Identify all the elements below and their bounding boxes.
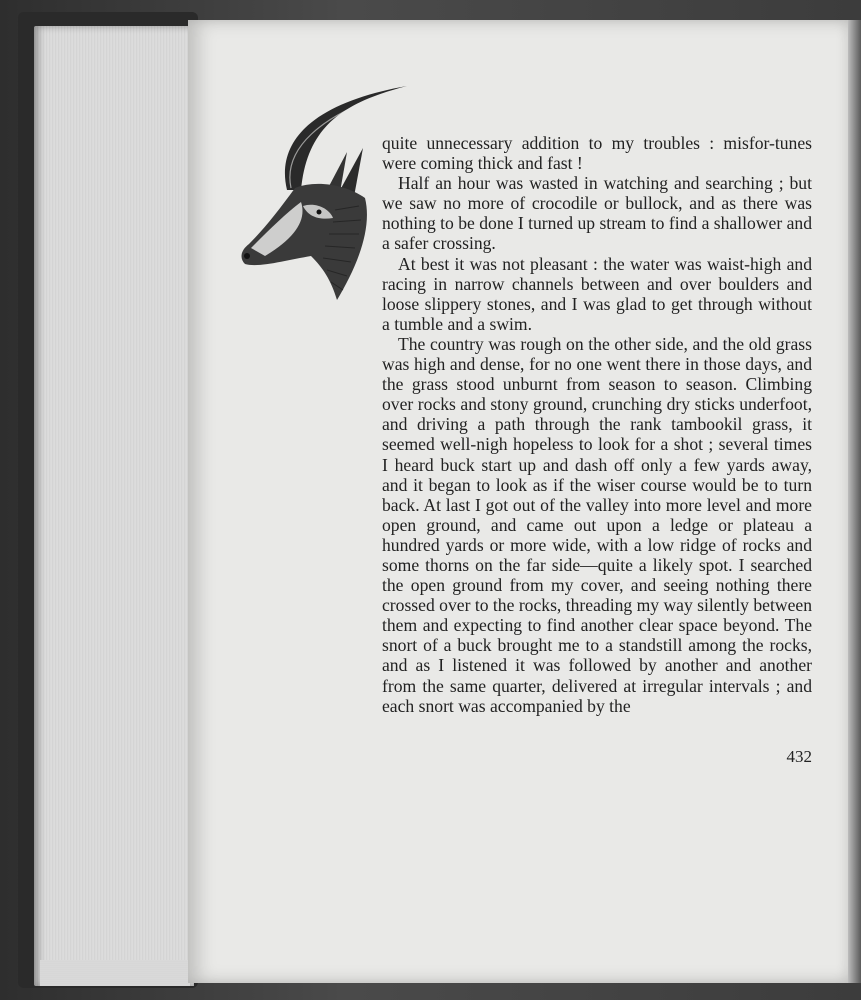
paragraph: quite unnecessary addition to my troubles : misfor-tunes were coming thick and fast ! bbox=[382, 133, 812, 174]
paragraph: Half an hour was wasted in watching and searching ; but we saw no more of crocodile or bullock, and as there was nothing to be done I turned up stream to find a shallower and a safer crossing. bbox=[382, 173, 812, 254]
page-edges bbox=[34, 26, 194, 986]
page-edges-bottom bbox=[40, 960, 190, 986]
paragraph: The country was rough on the other side, and the old grass was high and dense, for no one went there in those days, and the grass stood unburnt from season to season. Climbing over rocks and stony ground, crunching dry sticks underfoot, and driving a path through the rank tambookil grass, it seemed well-nigh hopeless to look for a shot ; several times I heard buck start up and dash off only a few yards away, and it began to look as if the wiser course would be to turn back. At last I got out of the valley into more level and more open ground, and came out upon a ledge or plateau a hundred yards or more wide, with a low ridge of rocks and some thorns on the far side—quite a likely spot. I searched the open ground from my cover, and seeing nothing there crossed over to the rocks, threading my way silently between them and expecting to find another clear space beyond. The snort of a buck brought me to a standstill among the rocks, and as I listened it was followed by another and another from the same quarter, delivered at irregular intervals ; and each snort was accompanied by the bbox=[382, 333, 812, 716]
gutter-shadow bbox=[848, 20, 861, 983]
page-number: 432 bbox=[786, 747, 812, 766]
paragraph: At best it was not pleasant : the water was waist-high and racing in narrow channels between and over boulders and loose slippery stones, and I was glad to get through without a tumble and a swim. bbox=[382, 253, 812, 334]
body-text bbox=[382, 133, 812, 716]
